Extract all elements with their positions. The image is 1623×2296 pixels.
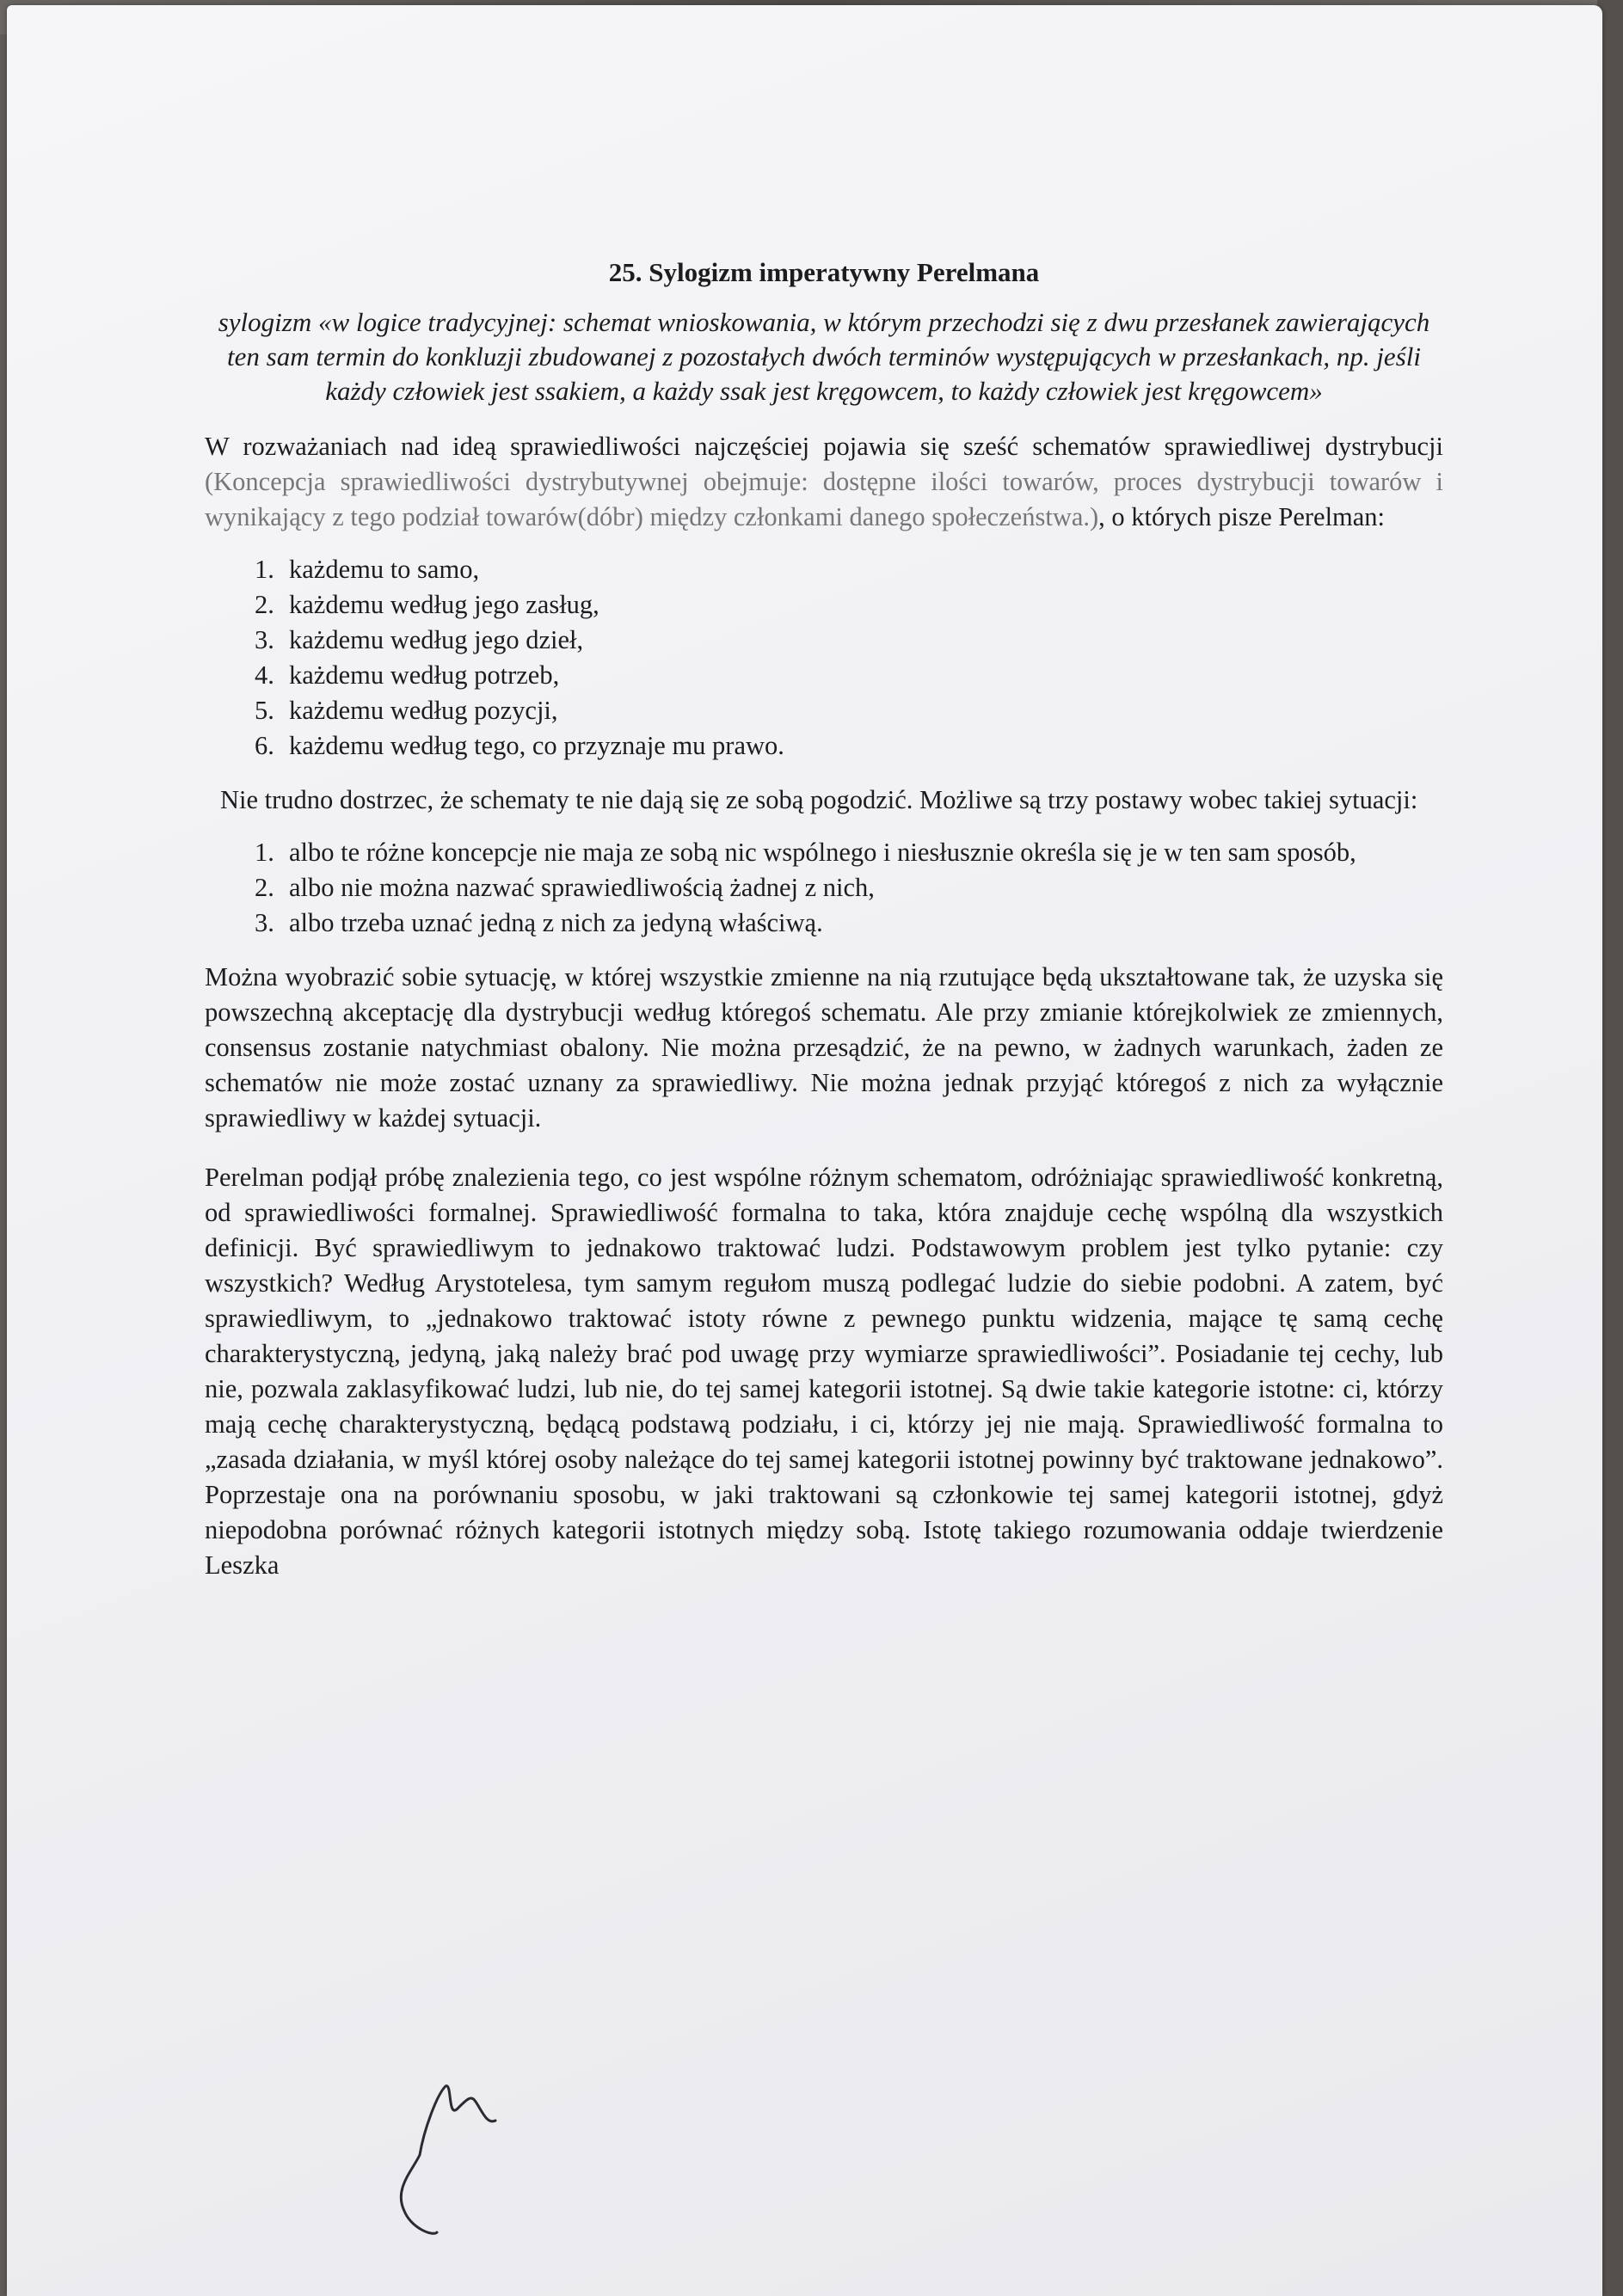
list-number: 2. <box>255 873 274 902</box>
list-text: każdemu według tego, co przyznaje mu prawo. <box>289 731 784 760</box>
handwritten-signature <box>385 2060 557 2241</box>
paper-sheet <box>7 5 1602 2296</box>
paragraph-consensus: Można wyobrazić sobie sytuację, w której wszystkie zmienne na nią rzutujące będą ukształtowane tak, że uzyska się powszechną akceptację dla dystrybucji według któregoś schematu. Ale przy zmianie którejkolwiek ze zmiennych, consensus zostanie natychmiast obalony. Nie można przesądzić, że na pewno, w żadnych warunkach, żaden ze schematów nie może zostać uznany za sprawiedliwy. Nie można jednak przyjąć któregoś z nich za wyłącznie sprawiedliwy w każdej sytuacji. <box>205 962 1443 1133</box>
document-body <box>205 255 1443 1583</box>
epigraph-definition: sylogizm «w logice tradycyjnej: schemat wnioskowania, w którym przechodzi się z dwu przesłanek zawierających ten sam termin do konkluzji zbudowanej z pozostałych dwóch terminów występujących w przesłankach, np. jeśli każdy człowiek jest ssakiem, a każdy ssak jest kręgowcem, to każdy człowiek jest kręgowcem» <box>218 307 1430 406</box>
paragraph-intro-lead: W rozważaniach nad ideą sprawiedliwości najczęściej pojawia się sześć schematów sprawiedliwej dystrybucji <box>205 432 1443 461</box>
list-number: 1. <box>255 838 274 867</box>
paragraph-intro-tail: , o których pisze Perelman: <box>1098 502 1386 531</box>
document-title: 25. Sylogizm imperatywny Perelmana <box>608 257 1040 287</box>
list-text: każdemu według potrzeb, <box>289 660 560 690</box>
paragraph-attitudes: Nie trudno dostrzec, że schematy te nie dają się ze sobą pogodzić. Możliwe są trzy postawy wobec takiej sytuacji: <box>220 785 1418 814</box>
list-item <box>205 693 1443 728</box>
list-item <box>205 587 1443 623</box>
list-number: 3. <box>255 625 274 654</box>
list-text: każdemu to samo, <box>289 555 480 584</box>
list-number: 5. <box>255 696 274 725</box>
distribution-schemes-list <box>205 552 1443 764</box>
list-text: każdemu według jego dzieł, <box>289 625 584 654</box>
list-number: 2. <box>255 590 274 619</box>
list-item <box>205 623 1443 658</box>
list-text: albo te różne koncepcje nie maja ze sobą nic wspólnego i niesłusznie określa się je w ten sam sposób, <box>289 838 1356 867</box>
paragraph-intro-note: (Koncepcja sprawiedliwości dystrybutywnej obejmuje: dostępne ilości towarów, proces dystrybucji towarów i wynikający z tego podział towarów(dóbr) między członkami danego społeczeństwa.) <box>205 467 1443 531</box>
list-text: każdemu według pozycji, <box>289 696 558 725</box>
list-text: albo trzeba uznać jedną z nich za jedyną właściwą. <box>289 908 823 937</box>
paragraph-intro <box>205 429 1443 535</box>
list-item <box>205 906 1443 941</box>
list-item <box>205 728 1443 764</box>
list-number: 1. <box>255 555 274 584</box>
list-text: każdemu według jego zasług, <box>289 590 599 619</box>
list-number: 4. <box>255 660 274 690</box>
list-number: 6. <box>255 731 274 760</box>
list-item <box>205 552 1443 587</box>
list-item <box>205 658 1443 693</box>
list-item <box>205 870 1443 906</box>
paragraph-formal-justice: Perelman podjął próbę znalezienia tego, co jest wspólne różnym schematom, odróżniając sprawiedliwość konkretną, od sprawiedliwości formalnej. Sprawiedliwość formalna to taka, która znajduje cechę wspólną dla wszystkich definicji. Być sprawiedliwym to jednakowo traktować ludzi. Podstawowym problem jest tylko pytanie: czy wszystkich? Według Arystotelesa, tym samym regułom muszą podlegać ludzie do siebie podobni. A zatem, być sprawiedliwym, to „jednakowo traktować istoty równe z pewnego punktu widzenia, mające tę samą cechę charakterystyczną, jedyną, jaką należy brać pod uwagę przy wymiarze sprawiedliwości”. Posiadanie tej cechy, lub nie, pozwala zaklasyfikować ludzi, lub nie, do tej samej kategorii istotnej. Są dwie takie kategorie istotne: ci, którzy mają cechę charakterystyczną, będącą podstawą podziału, i ci, którzy jej nie mają. Sprawiedliwość formalna to „zasada działania, w myśl której osoby należące do tej samej kategorii istotnej powinny być traktowane jednakowo”. Poprzestaje ona na porównaniu sposobu, w jaki traktowani są członkowie tej samej kategorii istotnej, gdyż niepodobna porównać różnych kategorii istotnych między sobą. Istotę takiego rozumowania oddaje twierdzenie Leszka <box>205 1163 1443 1580</box>
list-text: albo nie można nazwać sprawiedliwością żadnej z nich, <box>289 873 875 902</box>
signature-stroke <box>401 2086 495 2234</box>
list-number: 3. <box>255 908 274 937</box>
list-item <box>205 835 1443 870</box>
attitudes-list <box>205 835 1443 941</box>
